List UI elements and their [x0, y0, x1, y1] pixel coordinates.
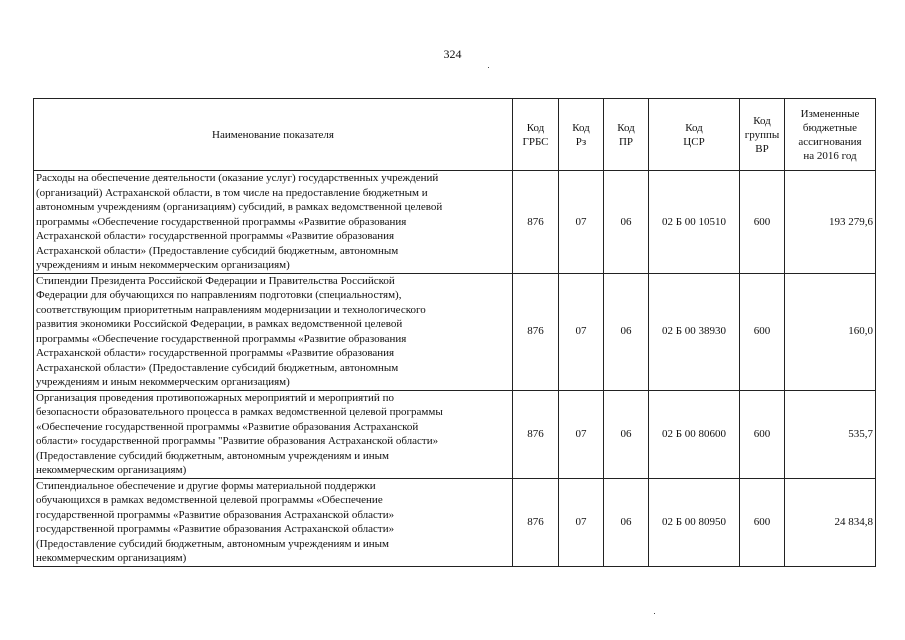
row-grbs: 876 — [513, 273, 559, 390]
header-name: Наименование показателя — [34, 99, 513, 171]
row-name: Стипендии Президента Российской Федерации и Правительства Российской Федерации для обучающихся по направлениям подготовки (специальностям), соответствующим приоритетным направлениям модернизации и технологического развития экономики Российской Федерации, в рамках ведомственной целевой программы «Обеспечение государственной программы «Развитие образования Астраханской области» государственной программы «Развитие образования Астраханской области» (Предоставление субсидий бюджетным, автономным учреждениям и иным некоммерческим организациям) — [34, 273, 513, 390]
header-grbs: Код ГРБС — [513, 99, 559, 171]
row-vr: 600 — [740, 171, 785, 274]
header-amount: Измененные бюджетные ассигнования на 2016 год — [785, 99, 876, 171]
row-csr: 02 Б 00 80950 — [649, 478, 740, 566]
page-number: 324 — [443, 47, 462, 61]
row-name: Стипендиальное обеспечение и другие формы материальной поддержки обучающихся в рамках ведомственной целевой программы «Обеспечение государственной программы «Развитие образования Астраханской области» государственной программы «Развитие образования Астраханской области» (Предоставление субсидий бюджетным, автономным учреждениям и иным некоммерческим организациям) — [34, 478, 513, 566]
row-csr: 02 Б 00 10510 — [649, 171, 740, 274]
row-grbs: 876 — [513, 478, 559, 566]
row-amount: 193 279,6 — [785, 171, 876, 274]
row-name: Организация проведения противопожарных мероприятий и мероприятий по безопасности образовательного процесса в рамках ведомственной целевой программы «Обеспечение государственной программы «Развитие образования Астраханской области» государственной программы "Развитие образования Астраханской области» (Предоставление субсидий бюджетным, автономным учреждениям и иным некоммерческим организациям) — [34, 390, 513, 478]
row-pr: 06 — [604, 390, 649, 478]
row-pr: 06 — [604, 171, 649, 274]
scan-speck — [488, 67, 489, 68]
header-csr: Код ЦСР — [649, 99, 740, 171]
row-pr: 06 — [604, 273, 649, 390]
row-rz: 07 — [559, 171, 604, 274]
row-vr: 600 — [740, 390, 785, 478]
row-rz: 07 — [559, 390, 604, 478]
row-amount: 535,7 — [785, 390, 876, 478]
row-pr: 06 — [604, 478, 649, 566]
row-csr: 02 Б 00 80600 — [649, 390, 740, 478]
header-vr: Код группы ВР — [740, 99, 785, 171]
row-vr: 600 — [740, 478, 785, 566]
header-rz: Код Рз — [559, 99, 604, 171]
row-name: Расходы на обеспечение деятельности (оказание услуг) государственных учреждений (организаций) Астраханской области, в том числе на предоставление бюджетным и автономным учреждениям (организациям) субсидий, в рамках ведомственной целевой программы «Обеспечение государственной программы «Развитие образования Астраханской области» государственной программы «Развитие образования Астраханской области» (Предоставление субсидий бюджетным, автономным учреждениям и иным некоммерческим организациям) — [34, 171, 513, 274]
header-pr: Код ПР — [604, 99, 649, 171]
row-csr: 02 Б 00 38930 — [649, 273, 740, 390]
row-amount: 24 834,8 — [785, 478, 876, 566]
table-row — [34, 273, 876, 390]
table-header-row — [34, 99, 876, 171]
row-vr: 600 — [740, 273, 785, 390]
table-row — [34, 171, 876, 274]
row-rz: 07 — [559, 273, 604, 390]
row-grbs: 876 — [513, 171, 559, 274]
scan-speck — [654, 613, 655, 614]
row-rz: 07 — [559, 478, 604, 566]
table-row — [34, 478, 876, 566]
table-row — [34, 390, 876, 478]
row-grbs: 876 — [513, 390, 559, 478]
row-amount: 160,0 — [785, 273, 876, 390]
budget-allocation-table — [33, 98, 876, 567]
